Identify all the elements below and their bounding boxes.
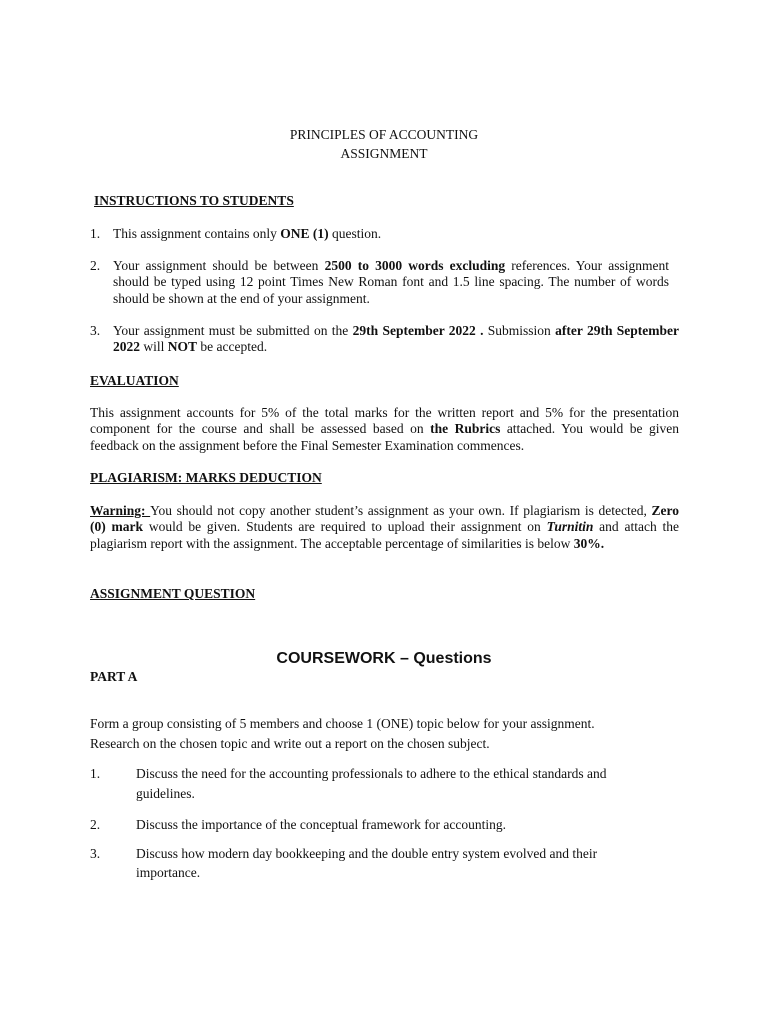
coursework-intro-line-2: Research on the chosen topic and write out a report on the chosen subject. — [90, 736, 490, 751]
topic-1-line-2: guidelines. — [136, 786, 195, 801]
document-title: PRINCIPLES OF ACCOUNTING — [289, 127, 479, 142]
instruction-item-3 — [90, 323, 680, 356]
topic-number-2: 2. — [90, 817, 101, 832]
instruction-item-1: 1. This assignment contains only ONE (1) question. — [90, 226, 382, 241]
instructions-heading: INSTRUCTIONS TO STUDENTS — [94, 193, 294, 208]
part-a-heading: PART A — [90, 669, 138, 684]
instruction-number: 3. — [90, 323, 101, 338]
instruction-text: Your assignment must be submitted on the 29th September 2022 . Submission after 29th September 2022 will NOT be accepted. — [113, 323, 679, 355]
coursework-title: COURSEWORK – Questions — [276, 650, 492, 667]
document-subtitle: ASSIGNMENT — [340, 146, 428, 161]
instruction-number: 1. — [90, 226, 101, 241]
topic-3-line-1: Discuss how modern day bookkeeping and the double entry system evolved and their — [136, 846, 598, 861]
instruction-number: 2. — [90, 258, 101, 273]
plagiarism-paragraph: Warning: You should not copy another student’s assignment as your own. If plagiarism is detected, Zero (0) mark would be given. Students are required to upload their assignment on Turnitin and attach the plagiarism report with the assignment. The acceptable percentage of similarities is below 30%. — [90, 503, 679, 551]
instruction-item-2 — [90, 258, 680, 307]
topic-number-3: 3. — [90, 846, 101, 861]
topic-1-line-1: Discuss the need for the accounting professionals to adhere to the ethical standards and — [136, 766, 607, 781]
topic-number-1: 1. — [90, 766, 101, 781]
evaluation-paragraph: This assignment accounts for 5% of the total marks for the written report and 5% for the presentation component for the course and shall be assessed based on the Rubrics attached. You would be given feedback on the assignment before the Final Semester Examination commences. — [90, 405, 680, 453]
assignment-question-heading: ASSIGNMENT QUESTION — [90, 586, 256, 601]
instruction-text: Your assignment should be between 2500 to 3000 words excluding references. Your assignment should be typed using 12 point Times New Roman font and 1.5 line spacing. The number of words should be shown at the end of your assignment. — [113, 258, 670, 306]
plagiarism-heading: PLAGIARISM: MARKS DEDUCTION — [90, 470, 322, 485]
topic-2-line-1: Discuss the importance of the conceptual framework for accounting. — [136, 817, 506, 832]
topic-3-line-2: importance. — [136, 865, 201, 880]
coursework-intro-line-1: Form a group consisting of 5 members and choose 1 (ONE) topic below for your assignment. — [90, 716, 595, 731]
evaluation-heading: EVALUATION — [90, 373, 179, 388]
